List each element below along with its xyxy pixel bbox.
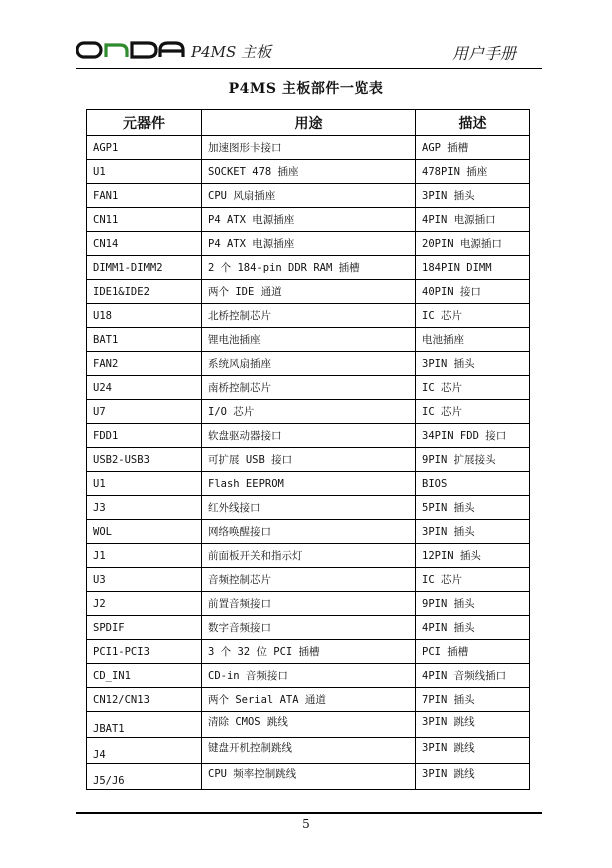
table-row: [87, 616, 530, 640]
description-cell: IC 芯片: [416, 376, 530, 400]
manual-label: 用户手册: [451, 44, 516, 63]
description-cell: IC 芯片: [416, 568, 530, 592]
table-row: [87, 592, 530, 616]
description-cell: BIOS: [416, 472, 530, 496]
usage-cell: 网络唤醒接口: [202, 520, 416, 544]
description-cell: 40PIN 接口: [416, 280, 530, 304]
component-cell: FAN2: [87, 352, 202, 376]
table-row: [87, 472, 530, 496]
component-cell: J5/J6: [87, 764, 202, 790]
description-cell: 9PIN 插头: [416, 592, 530, 616]
component-cell: U18: [87, 304, 202, 328]
description-cell: 5PIN 插头: [416, 496, 530, 520]
model-name: P4MS 主板: [191, 43, 272, 61]
footer-divider: [76, 812, 542, 814]
component-cell: U7: [87, 400, 202, 424]
header-divider: [76, 68, 542, 69]
usage-cell: 2 个 184-pin DDR RAM 插槽: [202, 256, 416, 280]
component-cell: AGP1: [87, 136, 202, 160]
usage-cell: I/O 芯片: [202, 400, 416, 424]
onda-logo: [76, 40, 186, 60]
table-row: [87, 544, 530, 568]
component-cell: WOL: [87, 520, 202, 544]
table-row: [87, 712, 530, 738]
table-row: [87, 424, 530, 448]
usage-cell: CPU 频率控制跳线: [202, 764, 416, 790]
usage-cell: 3 个 32 位 PCI 插槽: [202, 640, 416, 664]
component-cell: U3: [87, 568, 202, 592]
usage-cell: 两个 IDE 通道: [202, 280, 416, 304]
description-cell: 3PIN 插头: [416, 520, 530, 544]
description-cell: IC 芯片: [416, 304, 530, 328]
component-cell: J2: [87, 592, 202, 616]
description-cell: AGP 插槽: [416, 136, 530, 160]
usage-cell: SOCKET 478 插座: [202, 160, 416, 184]
usage-cell: 红外线接口: [202, 496, 416, 520]
component-cell: JBAT1: [87, 712, 202, 738]
usage-cell: 前面板开关和指示灯: [202, 544, 416, 568]
component-cell: CN11: [87, 208, 202, 232]
component-cell: U1: [87, 472, 202, 496]
description-cell: 478PIN 插座: [416, 160, 530, 184]
table-row: [87, 448, 530, 472]
table-row: [87, 376, 530, 400]
page-number: 5: [302, 817, 310, 831]
component-cell: PCI1-PCI3: [87, 640, 202, 664]
component-cell: CN14: [87, 232, 202, 256]
usage-cell: 加速图形卡接口: [202, 136, 416, 160]
table-row: [87, 640, 530, 664]
page-title: P4MS 主板部件一览表: [228, 81, 384, 97]
table-row: [87, 496, 530, 520]
usage-cell: 北桥控制芯片: [202, 304, 416, 328]
description-cell: 3PIN 跳线: [416, 738, 530, 764]
description-cell: 3PIN 插头: [416, 184, 530, 208]
component-cell: J4: [87, 738, 202, 764]
parts-table: [86, 109, 530, 790]
component-cell: BAT1: [87, 328, 202, 352]
description-cell: 34PIN FDD 接口: [416, 424, 530, 448]
description-cell: 184PIN DIMM: [416, 256, 530, 280]
table-row: [87, 764, 530, 790]
table-row: [87, 208, 530, 232]
column-header-component: 元器件: [87, 110, 202, 136]
description-cell: 3PIN 插头: [416, 352, 530, 376]
usage-cell: CPU 风扇插座: [202, 184, 416, 208]
table-row: [87, 568, 530, 592]
description-cell: 12PIN 插头: [416, 544, 530, 568]
component-cell: U1: [87, 160, 202, 184]
table-row: [87, 738, 530, 764]
component-cell: SPDIF: [87, 616, 202, 640]
usage-cell: 前置音频接口: [202, 592, 416, 616]
column-header-usage: 用途: [202, 110, 416, 136]
description-cell: 4PIN 音频线插口: [416, 664, 530, 688]
usage-cell: 南桥控制芯片: [202, 376, 416, 400]
component-cell: J3: [87, 496, 202, 520]
page-header: [76, 38, 542, 70]
component-cell: CN12/CN13: [87, 688, 202, 712]
table-row: [87, 664, 530, 688]
table-row: [87, 184, 530, 208]
usage-cell: 软盘驱动器接口: [202, 424, 416, 448]
table-row: [87, 304, 530, 328]
component-cell: USB2-USB3: [87, 448, 202, 472]
description-cell: 7PIN 插头: [416, 688, 530, 712]
table-row: [87, 328, 530, 352]
table-header-row: [87, 110, 530, 136]
usage-cell: 数字音频接口: [202, 616, 416, 640]
component-cell: DIMM1-DIMM2: [87, 256, 202, 280]
description-cell: 9PIN 扩展接头: [416, 448, 530, 472]
description-cell: 4PIN 电源插口: [416, 208, 530, 232]
table-row: [87, 352, 530, 376]
table-row: [87, 520, 530, 544]
table-row: [87, 688, 530, 712]
usage-cell: 两个 Serial ATA 通道: [202, 688, 416, 712]
component-cell: FAN1: [87, 184, 202, 208]
component-cell: J1: [87, 544, 202, 568]
table-row: [87, 136, 530, 160]
usage-cell: 锂电池插座: [202, 328, 416, 352]
description-cell: 3PIN 跳线: [416, 712, 530, 738]
table-row: [87, 280, 530, 304]
usage-cell: 清除 CMOS 跳线: [202, 712, 416, 738]
component-cell: U24: [87, 376, 202, 400]
description-cell: 3PIN 跳线: [416, 764, 530, 790]
column-header-description: 描述: [416, 110, 530, 136]
usage-cell: CD-in 音频接口: [202, 664, 416, 688]
description-cell: 4PIN 插头: [416, 616, 530, 640]
description-cell: IC 芯片: [416, 400, 530, 424]
usage-cell: P4 ATX 电源插座: [202, 208, 416, 232]
table-row: [87, 232, 530, 256]
usage-cell: 键盘开机控制跳线: [202, 738, 416, 764]
table-row: [87, 400, 530, 424]
component-cell: FDD1: [87, 424, 202, 448]
description-cell: PCI 插槽: [416, 640, 530, 664]
usage-cell: 系统风扇插座: [202, 352, 416, 376]
usage-cell: 音频控制芯片: [202, 568, 416, 592]
usage-cell: 可扩展 USB 接口: [202, 448, 416, 472]
component-cell: IDE1&IDE2: [87, 280, 202, 304]
table-row: [87, 160, 530, 184]
description-cell: 20PIN 电源插口: [416, 232, 530, 256]
usage-cell: Flash EEPROM: [202, 472, 416, 496]
table-row: [87, 256, 530, 280]
description-cell: 电池插座: [416, 328, 530, 352]
component-cell: CD_IN1: [87, 664, 202, 688]
usage-cell: P4 ATX 电源插座: [202, 232, 416, 256]
